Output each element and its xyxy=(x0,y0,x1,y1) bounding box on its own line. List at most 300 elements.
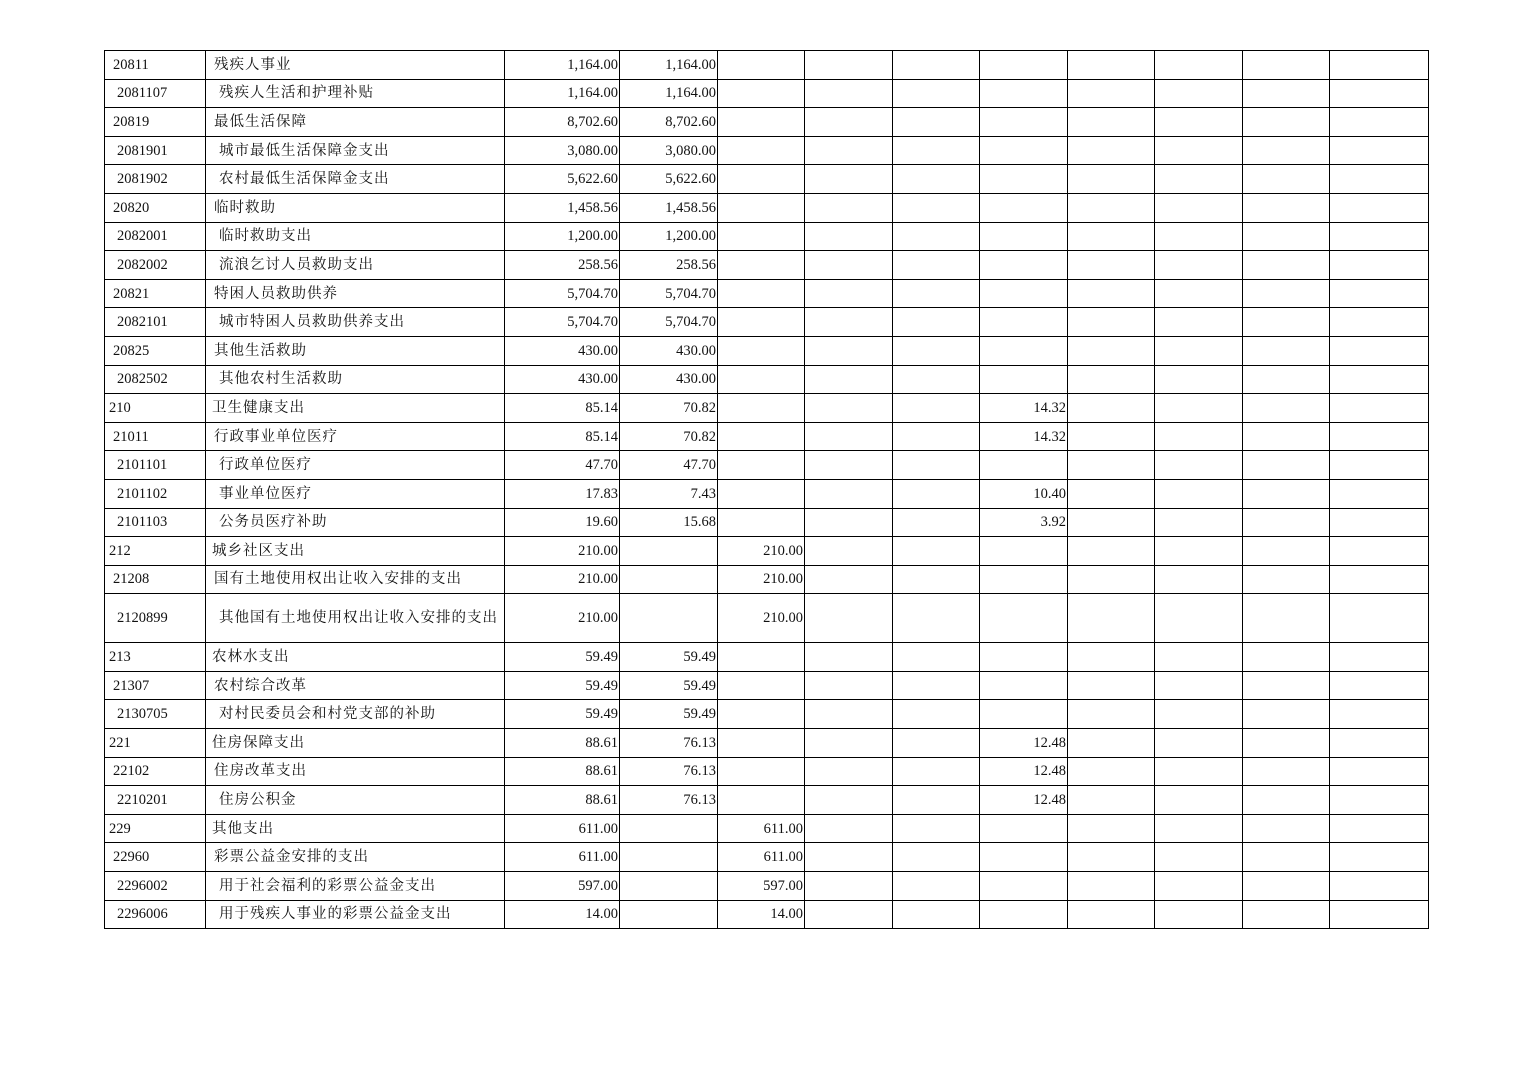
empty-cell xyxy=(1068,193,1155,222)
empty-cell xyxy=(1243,51,1330,80)
amount-other-cell: 12.48 xyxy=(980,757,1068,786)
empty-cell xyxy=(805,193,893,222)
amount-other-cell xyxy=(980,451,1068,480)
empty-cell xyxy=(893,700,980,729)
table-row xyxy=(105,279,1429,308)
amount-total-cell: 88.61 xyxy=(505,757,620,786)
empty-cell xyxy=(1068,900,1155,929)
empty-cell xyxy=(1330,51,1429,80)
empty-cell xyxy=(893,51,980,80)
empty-cell xyxy=(1155,786,1243,815)
empty-cell xyxy=(1330,193,1429,222)
amount-basic-cell: 1,200.00 xyxy=(620,222,718,251)
empty-cell xyxy=(1068,336,1155,365)
empty-cell xyxy=(1243,643,1330,672)
subject-code-cell: 2130705 xyxy=(105,700,206,729)
empty-cell xyxy=(1155,108,1243,137)
empty-cell xyxy=(1068,165,1155,194)
empty-cell xyxy=(1155,537,1243,566)
amount-project-cell: 611.00 xyxy=(718,843,805,872)
subject-name-cell: 卫生健康支出 xyxy=(206,394,505,423)
amount-other-cell xyxy=(980,136,1068,165)
empty-cell xyxy=(1243,565,1330,594)
empty-cell xyxy=(1330,729,1429,758)
subject-code-cell: 213 xyxy=(105,643,206,672)
empty-cell xyxy=(1155,872,1243,901)
empty-cell xyxy=(893,508,980,537)
amount-basic-cell: 7.43 xyxy=(620,479,718,508)
empty-cell xyxy=(1243,108,1330,137)
subject-name-cell: 彩票公益金安排的支出 xyxy=(206,843,505,872)
amount-project-cell xyxy=(718,365,805,394)
empty-cell xyxy=(1243,336,1330,365)
amount-total-cell: 59.49 xyxy=(505,700,620,729)
empty-cell xyxy=(1068,451,1155,480)
empty-cell xyxy=(1155,700,1243,729)
empty-cell xyxy=(1243,757,1330,786)
amount-project-cell xyxy=(718,786,805,815)
amount-basic-cell: 76.13 xyxy=(620,757,718,786)
empty-cell xyxy=(1155,643,1243,672)
table-row xyxy=(105,872,1429,901)
empty-cell xyxy=(1155,594,1243,643)
subject-code-cell: 20825 xyxy=(105,336,206,365)
empty-cell xyxy=(1068,814,1155,843)
empty-cell xyxy=(1155,279,1243,308)
empty-cell xyxy=(1068,394,1155,423)
empty-cell xyxy=(1155,814,1243,843)
empty-cell xyxy=(893,79,980,108)
subject-code-cell: 20819 xyxy=(105,108,206,137)
empty-cell xyxy=(893,422,980,451)
subject-code-cell: 2101101 xyxy=(105,451,206,480)
subject-code-cell: 210 xyxy=(105,394,206,423)
amount-basic-cell: 1,164.00 xyxy=(620,51,718,80)
empty-cell xyxy=(893,308,980,337)
subject-name-cell: 用于残疾人事业的彩票公益金支出 xyxy=(206,900,505,929)
empty-cell xyxy=(1330,308,1429,337)
subject-name-cell: 城市特困人员救助供养支出 xyxy=(206,308,505,337)
amount-other-cell xyxy=(980,671,1068,700)
amount-total-cell: 1,164.00 xyxy=(505,51,620,80)
subject-name-cell: 残疾人生活和护理补贴 xyxy=(206,79,505,108)
empty-cell xyxy=(1330,365,1429,394)
subject-code-cell: 22102 xyxy=(105,757,206,786)
subject-name-cell: 最低生活保障 xyxy=(206,108,505,137)
amount-total-cell: 5,704.70 xyxy=(505,308,620,337)
subject-name-cell: 行政事业单位医疗 xyxy=(206,422,505,451)
empty-cell xyxy=(1155,222,1243,251)
empty-cell xyxy=(1330,700,1429,729)
amount-basic-cell: 5,622.60 xyxy=(620,165,718,194)
empty-cell xyxy=(805,594,893,643)
amount-basic-cell xyxy=(620,537,718,566)
empty-cell xyxy=(1243,729,1330,758)
subject-code-cell: 2101103 xyxy=(105,508,206,537)
amount-project-cell xyxy=(718,729,805,758)
subject-code-cell: 20821 xyxy=(105,279,206,308)
empty-cell xyxy=(805,222,893,251)
empty-cell xyxy=(1155,165,1243,194)
empty-cell xyxy=(1243,394,1330,423)
empty-cell xyxy=(1330,108,1429,137)
subject-name-cell: 其他支出 xyxy=(206,814,505,843)
empty-cell xyxy=(805,336,893,365)
amount-total-cell: 258.56 xyxy=(505,251,620,280)
empty-cell xyxy=(1330,136,1429,165)
amount-basic-cell: 5,704.70 xyxy=(620,308,718,337)
empty-cell xyxy=(1068,757,1155,786)
empty-cell xyxy=(1330,843,1429,872)
table-row xyxy=(105,729,1429,758)
empty-cell xyxy=(805,165,893,194)
amount-basic-cell xyxy=(620,565,718,594)
amount-other-cell xyxy=(980,279,1068,308)
empty-cell xyxy=(1068,729,1155,758)
empty-cell xyxy=(1155,479,1243,508)
empty-cell xyxy=(893,900,980,929)
empty-cell xyxy=(893,565,980,594)
amount-other-cell xyxy=(980,594,1068,643)
empty-cell xyxy=(805,700,893,729)
empty-cell xyxy=(1243,222,1330,251)
table-row xyxy=(105,394,1429,423)
subject-code-cell: 2296006 xyxy=(105,900,206,929)
amount-project-cell xyxy=(718,671,805,700)
empty-cell xyxy=(1330,757,1429,786)
empty-cell xyxy=(1068,643,1155,672)
budget-expenditure-table xyxy=(104,50,1429,929)
amount-basic-cell: 1,164.00 xyxy=(620,79,718,108)
amount-other-cell xyxy=(980,700,1068,729)
empty-cell xyxy=(893,643,980,672)
empty-cell xyxy=(893,757,980,786)
empty-cell xyxy=(805,757,893,786)
amount-basic-cell: 70.82 xyxy=(620,422,718,451)
subject-code-cell: 221 xyxy=(105,729,206,758)
empty-cell xyxy=(805,843,893,872)
amount-total-cell: 210.00 xyxy=(505,594,620,643)
empty-cell xyxy=(1155,136,1243,165)
amount-other-cell: 14.32 xyxy=(980,422,1068,451)
subject-name-cell: 其他生活救助 xyxy=(206,336,505,365)
empty-cell xyxy=(1330,565,1429,594)
subject-code-cell: 2081902 xyxy=(105,165,206,194)
amount-total-cell: 597.00 xyxy=(505,872,620,901)
subject-name-cell: 公务员医疗补助 xyxy=(206,508,505,537)
empty-cell xyxy=(893,537,980,566)
amount-other-cell xyxy=(980,308,1068,337)
empty-cell xyxy=(893,786,980,815)
empty-cell xyxy=(1068,79,1155,108)
amount-total-cell: 17.83 xyxy=(505,479,620,508)
empty-cell xyxy=(1330,814,1429,843)
amount-other-cell: 14.32 xyxy=(980,394,1068,423)
table-row xyxy=(105,365,1429,394)
amount-total-cell: 85.14 xyxy=(505,422,620,451)
subject-code-cell: 2296002 xyxy=(105,872,206,901)
table-row xyxy=(105,479,1429,508)
subject-name-cell: 国有土地使用权出让收入安排的支出 xyxy=(206,565,505,594)
table-row xyxy=(105,136,1429,165)
subject-name-cell: 农村最低生活保障金支出 xyxy=(206,165,505,194)
amount-other-cell: 3.92 xyxy=(980,508,1068,537)
empty-cell xyxy=(1243,308,1330,337)
amount-basic-cell xyxy=(620,900,718,929)
amount-other-cell xyxy=(980,365,1068,394)
empty-cell xyxy=(1155,336,1243,365)
amount-basic-cell: 15.68 xyxy=(620,508,718,537)
amount-project-cell xyxy=(718,251,805,280)
subject-code-cell: 2082001 xyxy=(105,222,206,251)
amount-project-cell xyxy=(718,479,805,508)
empty-cell xyxy=(1155,422,1243,451)
empty-cell xyxy=(1155,451,1243,480)
amount-other-cell: 10.40 xyxy=(980,479,1068,508)
amount-project-cell xyxy=(718,108,805,137)
empty-cell xyxy=(805,108,893,137)
amount-project-cell xyxy=(718,165,805,194)
empty-cell xyxy=(1243,594,1330,643)
amount-basic-cell xyxy=(620,814,718,843)
table-row xyxy=(105,451,1429,480)
amount-basic-cell: 3,080.00 xyxy=(620,136,718,165)
amount-total-cell: 5,704.70 xyxy=(505,279,620,308)
table-row xyxy=(105,165,1429,194)
amount-total-cell: 611.00 xyxy=(505,814,620,843)
empty-cell xyxy=(1068,136,1155,165)
empty-cell xyxy=(805,814,893,843)
empty-cell xyxy=(1243,79,1330,108)
empty-cell xyxy=(805,394,893,423)
empty-cell xyxy=(1330,643,1429,672)
empty-cell xyxy=(1068,594,1155,643)
subject-code-cell: 2081107 xyxy=(105,79,206,108)
amount-basic-cell: 76.13 xyxy=(620,786,718,815)
empty-cell xyxy=(893,594,980,643)
empty-cell xyxy=(1330,394,1429,423)
empty-cell xyxy=(805,900,893,929)
empty-cell xyxy=(1068,671,1155,700)
empty-cell xyxy=(1068,872,1155,901)
subject-code-cell: 21307 xyxy=(105,671,206,700)
amount-project-cell xyxy=(718,700,805,729)
amount-basic-cell: 59.49 xyxy=(620,643,718,672)
empty-cell xyxy=(1330,479,1429,508)
empty-cell xyxy=(893,814,980,843)
empty-cell xyxy=(1155,565,1243,594)
table-row xyxy=(105,786,1429,815)
amount-total-cell: 1,164.00 xyxy=(505,79,620,108)
amount-other-cell xyxy=(980,843,1068,872)
amount-basic-cell: 59.49 xyxy=(620,700,718,729)
subject-name-cell: 城乡社区支出 xyxy=(206,537,505,566)
subject-name-cell: 事业单位医疗 xyxy=(206,479,505,508)
table-row xyxy=(105,193,1429,222)
table-row xyxy=(105,79,1429,108)
empty-cell xyxy=(893,251,980,280)
amount-basic-cell: 5,704.70 xyxy=(620,279,718,308)
amount-other-cell xyxy=(980,222,1068,251)
amount-total-cell: 430.00 xyxy=(505,336,620,365)
subject-name-cell: 流浪乞讨人员救助支出 xyxy=(206,251,505,280)
empty-cell xyxy=(1243,136,1330,165)
amount-project-cell xyxy=(718,193,805,222)
amount-project-cell: 210.00 xyxy=(718,565,805,594)
empty-cell xyxy=(1243,843,1330,872)
empty-cell xyxy=(1330,451,1429,480)
amount-project-cell xyxy=(718,643,805,672)
empty-cell xyxy=(1068,700,1155,729)
empty-cell xyxy=(1068,422,1155,451)
amount-other-cell: 12.48 xyxy=(980,729,1068,758)
empty-cell xyxy=(805,451,893,480)
amount-project-cell xyxy=(718,279,805,308)
empty-cell xyxy=(1068,508,1155,537)
amount-basic-cell: 47.70 xyxy=(620,451,718,480)
amount-basic-cell: 76.13 xyxy=(620,729,718,758)
empty-cell xyxy=(1330,594,1429,643)
amount-other-cell xyxy=(980,900,1068,929)
empty-cell xyxy=(893,193,980,222)
empty-cell xyxy=(893,479,980,508)
empty-cell xyxy=(805,671,893,700)
amount-other-cell xyxy=(980,79,1068,108)
empty-cell xyxy=(1243,508,1330,537)
amount-basic-cell xyxy=(620,872,718,901)
amount-project-cell: 210.00 xyxy=(718,594,805,643)
amount-total-cell: 88.61 xyxy=(505,729,620,758)
amount-total-cell: 210.00 xyxy=(505,565,620,594)
empty-cell xyxy=(1243,279,1330,308)
table-row xyxy=(105,814,1429,843)
amount-project-cell xyxy=(718,508,805,537)
amount-other-cell xyxy=(980,643,1068,672)
amount-total-cell: 1,200.00 xyxy=(505,222,620,251)
empty-cell xyxy=(1330,786,1429,815)
empty-cell xyxy=(805,308,893,337)
table-row xyxy=(105,108,1429,137)
amount-total-cell: 88.61 xyxy=(505,786,620,815)
subject-code-cell: 21011 xyxy=(105,422,206,451)
amount-basic-cell: 8,702.60 xyxy=(620,108,718,137)
subject-name-cell: 农村综合改革 xyxy=(206,671,505,700)
empty-cell xyxy=(1243,365,1330,394)
table-row xyxy=(105,51,1429,80)
empty-cell xyxy=(1155,757,1243,786)
empty-cell xyxy=(1330,671,1429,700)
subject-code-cell: 2120899 xyxy=(105,594,206,643)
empty-cell xyxy=(1155,51,1243,80)
amount-basic-cell xyxy=(620,594,718,643)
table-row xyxy=(105,594,1429,643)
empty-cell xyxy=(1068,479,1155,508)
table-row xyxy=(105,700,1429,729)
amount-basic-cell xyxy=(620,843,718,872)
empty-cell xyxy=(1068,51,1155,80)
empty-cell xyxy=(1155,251,1243,280)
empty-cell xyxy=(1243,165,1330,194)
empty-cell xyxy=(1243,422,1330,451)
empty-cell xyxy=(893,671,980,700)
subject-name-cell: 其他国有土地使用权出让收入安排的支出 xyxy=(206,594,505,643)
amount-project-cell xyxy=(718,308,805,337)
empty-cell xyxy=(1155,843,1243,872)
amount-other-cell xyxy=(980,565,1068,594)
table-row xyxy=(105,843,1429,872)
table-row xyxy=(105,565,1429,594)
subject-code-cell: 2210201 xyxy=(105,786,206,815)
empty-cell xyxy=(1068,251,1155,280)
empty-cell xyxy=(805,422,893,451)
amount-total-cell: 210.00 xyxy=(505,537,620,566)
table-row xyxy=(105,757,1429,786)
empty-cell xyxy=(1330,279,1429,308)
amount-total-cell: 8,702.60 xyxy=(505,108,620,137)
amount-basic-cell: 430.00 xyxy=(620,365,718,394)
amount-other-cell: 12.48 xyxy=(980,786,1068,815)
empty-cell xyxy=(893,365,980,394)
empty-cell xyxy=(1155,394,1243,423)
empty-cell xyxy=(893,843,980,872)
amount-total-cell: 59.49 xyxy=(505,671,620,700)
empty-cell xyxy=(893,165,980,194)
table-body xyxy=(105,51,1429,929)
amount-project-cell xyxy=(718,422,805,451)
subject-name-cell: 特困人员救助供养 xyxy=(206,279,505,308)
amount-other-cell xyxy=(980,51,1068,80)
empty-cell xyxy=(1243,537,1330,566)
empty-cell xyxy=(805,479,893,508)
empty-cell xyxy=(805,279,893,308)
subject-name-cell: 行政单位医疗 xyxy=(206,451,505,480)
empty-cell xyxy=(893,729,980,758)
subject-name-cell: 城市最低生活保障金支出 xyxy=(206,136,505,165)
amount-total-cell: 430.00 xyxy=(505,365,620,394)
empty-cell xyxy=(1243,451,1330,480)
amount-total-cell: 611.00 xyxy=(505,843,620,872)
amount-other-cell xyxy=(980,336,1068,365)
subject-name-cell: 用于社会福利的彩票公益金支出 xyxy=(206,872,505,901)
amount-project-cell: 611.00 xyxy=(718,814,805,843)
amount-project-cell xyxy=(718,757,805,786)
empty-cell xyxy=(1330,872,1429,901)
amount-project-cell xyxy=(718,451,805,480)
empty-cell xyxy=(1155,193,1243,222)
amount-project-cell xyxy=(718,51,805,80)
empty-cell xyxy=(805,872,893,901)
amount-basic-cell: 1,458.56 xyxy=(620,193,718,222)
subject-name-cell: 住房改革支出 xyxy=(206,757,505,786)
table-row xyxy=(105,422,1429,451)
amount-other-cell xyxy=(980,251,1068,280)
empty-cell xyxy=(1243,786,1330,815)
empty-cell xyxy=(1155,671,1243,700)
empty-cell xyxy=(1243,193,1330,222)
empty-cell xyxy=(805,508,893,537)
subject-code-cell: 2082002 xyxy=(105,251,206,280)
subject-code-cell: 2081901 xyxy=(105,136,206,165)
subject-name-cell: 临时救助 xyxy=(206,193,505,222)
table-row xyxy=(105,671,1429,700)
empty-cell xyxy=(1068,279,1155,308)
subject-name-cell: 残疾人事业 xyxy=(206,51,505,80)
amount-other-cell xyxy=(980,814,1068,843)
amount-basic-cell: 430.00 xyxy=(620,336,718,365)
amount-total-cell: 47.70 xyxy=(505,451,620,480)
amount-total-cell: 85.14 xyxy=(505,394,620,423)
amount-total-cell: 5,622.60 xyxy=(505,165,620,194)
